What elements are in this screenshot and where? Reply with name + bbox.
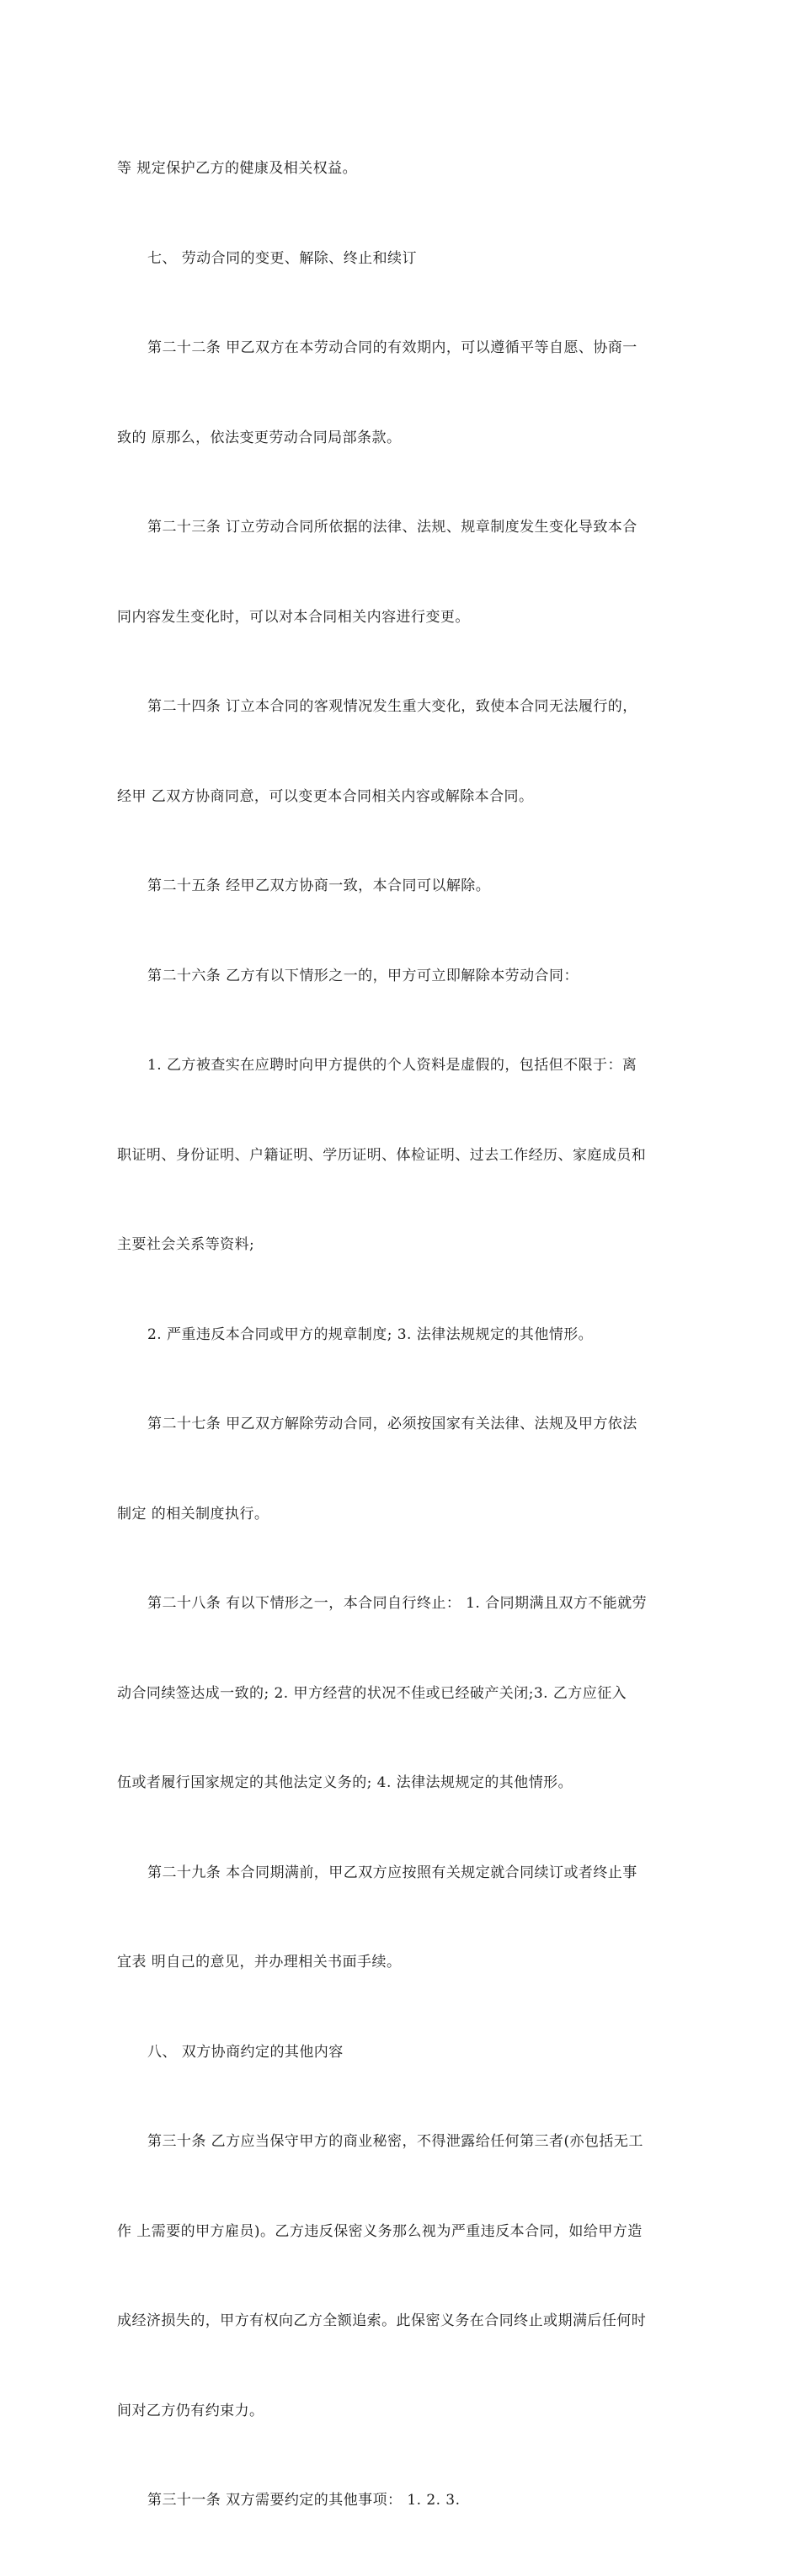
- article-27-line-2: 制定 的相关制度执行。: [117, 1505, 269, 1523]
- contract-text-body: [117, 94, 688, 2576]
- article-27-line-1: 第二十七条 甲乙双方解除劳动合同，必须按国家有关法律、法规及甲方依法: [147, 1416, 637, 1432]
- article-29-line-1: 第二十九条 本合同期满前，甲乙双方应按照有关规定就合同续订或者终止事: [147, 1864, 637, 1881]
- article-23-line-1: 第二十三条 订立劳动合同所依据的法律、法规、规章制度发生变化导致本合: [147, 519, 637, 536]
- text-line: 等 规定保护乙方的健康及相关权益。: [117, 160, 358, 177]
- article-30-line-2: 作 上需要的甲方雇员)。乙方违反保密义务那么视为严重违反本合同，如给甲方造: [117, 2222, 643, 2240]
- article-26: 第二十六条 乙方有以下情形之一的，甲方可立即解除本劳动合同：: [147, 967, 579, 984]
- article-30-line-4: 间对乙方仍有约束力。: [117, 2402, 264, 2419]
- article-26-item-1-line-3: 主要社会关系等资料;: [117, 1236, 255, 1253]
- article-25: 第二十五条 经甲乙双方协商一致，本合同可以解除。: [147, 877, 491, 894]
- article-29-line-2: 宜表 明自己的意见，并办理相关书面手续。: [117, 1954, 402, 1971]
- section-heading-seven: 七、 劳动合同的变更、解除、终止和续订: [147, 249, 417, 267]
- article-30-line-1: 第三十条 乙方应当保守甲方的商业秘密，不得泄露给任何第三者(亦包括无工: [147, 2133, 643, 2150]
- article-26-item-1-line-1: 1. 乙方被查实在应聘时向甲方提供的个人资料是虚假的，包括但不限于：离: [147, 1057, 637, 1074]
- article-28-line-2: 动合同续签达成一致的; 2. 甲方经营的状况不佳或已经破产关闭;3. 乙方应征入: [117, 1684, 627, 1702]
- article-22-line-2: 致的 原那么，依法变更劳动合同局部条款。: [117, 429, 402, 446]
- article-31: 第三十一条 双方需要约定的其他事项： 1. 2. 3.: [147, 2492, 461, 2509]
- article-22-line-1: 第二十二条 甲乙双方在本劳动合同的有效期内，可以遵循平等自愿、协商一: [147, 339, 637, 356]
- article-24-line-2: 经甲 乙双方协商同意，可以变更本合同相关内容或解除本合同。: [117, 787, 534, 805]
- article-26-items-2-3: 2. 严重违反本合同或甲方的规章制度; 3. 法律法规规定的其他情形。: [147, 1325, 594, 1343]
- article-26-item-1-line-2: 职证明、身份证明、户籍证明、学历证明、体检证明、过去工作经历、家庭成员和: [117, 1146, 647, 1164]
- section-heading-eight: 八、 双方协商约定的其他内容: [147, 2043, 344, 2061]
- article-24-line-1: 第二十四条 订立本合同的客观情况发生重大变化，致使本合同无法履行的，: [147, 698, 637, 715]
- article-28-line-1: 第二十八条 有以下情形之一，本合同自行终止： 1. 合同期满且双方不能就劳: [147, 1595, 648, 1612]
- article-23-line-2: 同内容发生变化时，可以对本合同相关内容进行变更。: [117, 608, 470, 626]
- article-30-line-3: 成经济损失的，甲方有权向乙方全额追索。此保密义务在合同终止或期满后任何时: [117, 2312, 647, 2329]
- article-28-line-3: 伍或者履行国家规定的其他法定义务的; 4. 法律法规规定的其他情形。: [117, 1774, 573, 1791]
